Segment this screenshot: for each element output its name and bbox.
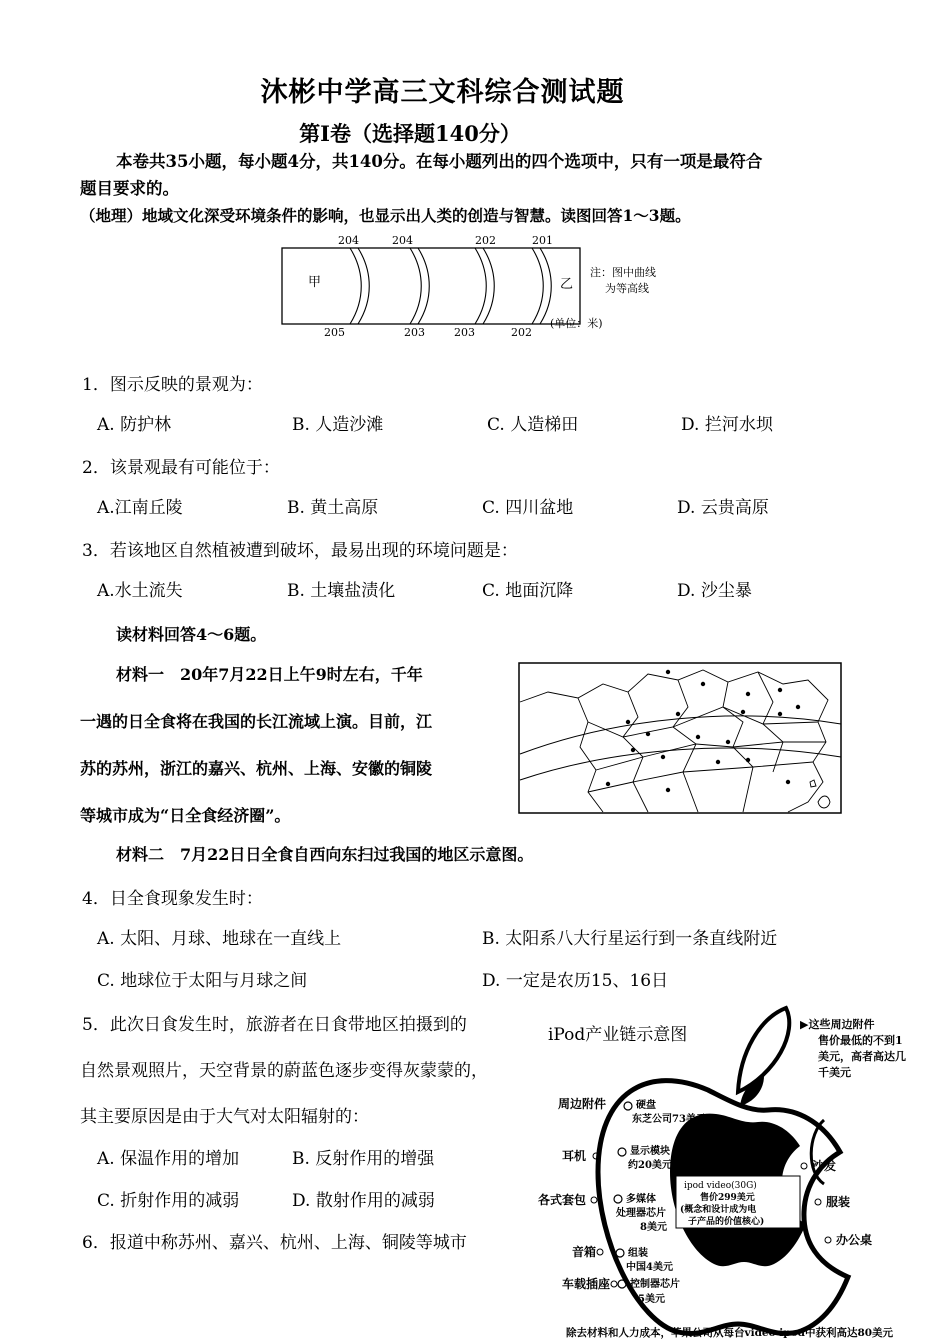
contour-line bbox=[483, 248, 494, 324]
contour-line bbox=[475, 248, 486, 324]
geo-lead: （地理）地域文化深受环境条件的影响，也显示出人类的创造与智慧。读图回答1～3题。 bbox=[80, 206, 691, 225]
bottom-label: 203 bbox=[404, 326, 425, 337]
center-box-line: 子产品的价值核心) bbox=[688, 1217, 765, 1227]
inner-item-sublabel: 8美元 bbox=[640, 1222, 667, 1233]
point-jia-label: 甲 bbox=[308, 275, 322, 290]
left-item-label: 周边附件 bbox=[558, 1097, 607, 1111]
bottom-label: 205 bbox=[324, 326, 345, 337]
question-3-option-a: A.水土流失 bbox=[97, 581, 183, 601]
ipod-industry-chain-figure bbox=[528, 1002, 948, 1342]
eclipse-path-map bbox=[518, 662, 842, 814]
question-6-stem: 6．报道中称苏州、嘉兴、杭州、上海、铜陵等城市 bbox=[82, 1233, 467, 1253]
contour-line bbox=[532, 248, 543, 324]
inner-item-sublabel: 5美元 bbox=[638, 1294, 665, 1305]
contour-line bbox=[540, 248, 551, 324]
inner-item-label: 显示模块 bbox=[630, 1146, 670, 1157]
question-1-option-c: C. 人造梯田 bbox=[487, 415, 579, 435]
intro-line-1: 本卷共35小题，每小题4分，共140分。在每小题列出的四个选项中，只有一项是最符合 bbox=[116, 152, 763, 171]
left-item-label: 车载插座 bbox=[562, 1277, 611, 1291]
inner-item-label: 组装 bbox=[628, 1248, 648, 1259]
figure-frame bbox=[282, 248, 580, 324]
question-4-option-a: A. 太阳、月球、地球在一直线上 bbox=[97, 929, 342, 949]
question-2-option-b: B. 黄土高原 bbox=[287, 498, 379, 518]
question-5-option-d: D. 散射作用的减弱 bbox=[292, 1191, 435, 1211]
inner-item-sublabel: 东芝公司73美元 bbox=[632, 1114, 706, 1125]
question-3-option-d: D. 沙尘暴 bbox=[677, 581, 752, 601]
bottom-label: 203 bbox=[454, 326, 475, 337]
material-1-line-4: 等城市成为“日全食经济圈”。 bbox=[80, 806, 291, 825]
inner-item-label: 硬盘 bbox=[636, 1100, 656, 1111]
question-4-option-d: D. 一定是农历15、16日 bbox=[482, 971, 669, 991]
question-2-stem: 2．该景观最有可能位于： bbox=[82, 458, 280, 478]
center-box-line: ipod video(30G) bbox=[684, 1181, 757, 1191]
inner-item-sublabel: 中国4美元 bbox=[626, 1262, 673, 1273]
contour-line bbox=[410, 248, 421, 324]
right-item-label: 服装 bbox=[826, 1195, 851, 1209]
right-item-label: 办公桌 bbox=[836, 1233, 873, 1247]
left-item-label: 音箱 bbox=[572, 1245, 597, 1259]
inner-item-label: 多媒体 bbox=[626, 1194, 656, 1205]
bottom-label: 202 bbox=[511, 326, 532, 337]
question-2-option-a: A.江南丘陵 bbox=[97, 498, 183, 518]
note-line-1: 注：图中曲线 bbox=[590, 266, 656, 279]
top-label: 204 bbox=[392, 234, 413, 247]
note-line: 售价最低的不到1 bbox=[818, 1034, 903, 1047]
question-4-option-c: C. 地球位于太阳与月球之间 bbox=[97, 971, 308, 991]
material-1-line-2: 一遇的日全食将在我国的长江流域上演。目前，江 bbox=[80, 712, 433, 731]
page-title: 沐彬中学高三文科综合测试题 bbox=[260, 77, 625, 108]
question-3-stem: 3．若该地区自然植被遭到破坏，最易出现的环境问题是： bbox=[82, 541, 518, 561]
section-title: 第Ⅰ卷（选择题140分） bbox=[299, 121, 521, 146]
question-5-line-1: 5．此次日食发生时，旅游者在日食带地区拍摄到的 bbox=[82, 1015, 467, 1035]
question-4-stem: 4．日全食现象发生时： bbox=[82, 889, 263, 909]
top-label: 202 bbox=[475, 234, 496, 247]
note-line: ▶这些周边附件 bbox=[800, 1018, 875, 1031]
unit-label: (单位：米) bbox=[550, 317, 603, 330]
question-1-option-a: A. 防护林 bbox=[97, 415, 172, 435]
note-line: 美元，高者高达几 bbox=[818, 1050, 906, 1063]
question-5-option-c: C. 折射作用的减弱 bbox=[97, 1191, 240, 1211]
figure-title: iPod产业链示意图 bbox=[548, 1025, 688, 1045]
question-1-option-d: D. 拦河水坝 bbox=[681, 415, 773, 435]
right-item-label: 沙发 bbox=[812, 1159, 837, 1173]
contour-figure bbox=[270, 232, 690, 337]
question-5-line-2: 自然景观照片，天空背景的蔚蓝色逐步变得灰蒙蒙的， bbox=[80, 1061, 488, 1081]
center-box-line: (概念和设计成为电 bbox=[680, 1205, 757, 1215]
contour-line bbox=[358, 248, 369, 324]
material-2: 材料二 7月22日日全食自西向东扫过我国的地区示意图。 bbox=[116, 845, 534, 864]
question-3-option-c: C. 地面沉降 bbox=[482, 581, 574, 601]
question-3-option-b: B. 土壤盐渍化 bbox=[287, 581, 396, 601]
material-1-line-3: 苏的苏州，浙江的嘉兴、杭州、上海、安徽的铜陵 bbox=[80, 759, 433, 778]
inner-item-sublabel: 处理器芯片 bbox=[616, 1208, 666, 1219]
question-2-option-d: D. 云贵高原 bbox=[677, 498, 769, 518]
question-2-option-c: C. 四川盆地 bbox=[482, 498, 574, 518]
material-1-line-1: 材料一 20年7月22日上午9时左右，千年 bbox=[116, 665, 423, 684]
center-box-line: 售价299美元 bbox=[700, 1193, 755, 1203]
question-5-line-3: 其主要原因是由于大气对太阳辐射的： bbox=[80, 1107, 369, 1127]
inner-item-sublabel: 约20美元 bbox=[628, 1160, 672, 1171]
question-1-option-b: B. 人造沙滩 bbox=[292, 415, 384, 435]
left-item-label: 各式套包 bbox=[538, 1193, 587, 1207]
point-yi-label: 乙 bbox=[560, 277, 574, 292]
intro-line-2: 题目要求的。 bbox=[80, 179, 179, 198]
question-5-option-a: A. 保温作用的增加 bbox=[97, 1149, 240, 1169]
note-line: 千美元 bbox=[818, 1066, 851, 1079]
inner-item-label: 控制器芯片 bbox=[630, 1279, 680, 1290]
question-4-option-b: B. 太阳系八大行星运行到一条直线附近 bbox=[482, 929, 778, 949]
left-item-label: 耳机 bbox=[562, 1149, 587, 1163]
question-1-stem: 1．图示反映的景观为： bbox=[82, 375, 263, 395]
top-label: 201 bbox=[532, 234, 553, 247]
contour-line bbox=[350, 248, 361, 324]
section-2-lead: 读材料回答4～6题。 bbox=[116, 625, 267, 644]
top-label: 204 bbox=[338, 234, 359, 247]
note-line-2: 为等高线 bbox=[605, 282, 649, 295]
contour-line bbox=[418, 248, 429, 324]
question-5-option-b: B. 反射作用的增强 bbox=[292, 1149, 435, 1169]
figure-footer: 除去材料和人力成本，苹果公司从每台video ipod中获利高达80美元 bbox=[566, 1327, 894, 1339]
